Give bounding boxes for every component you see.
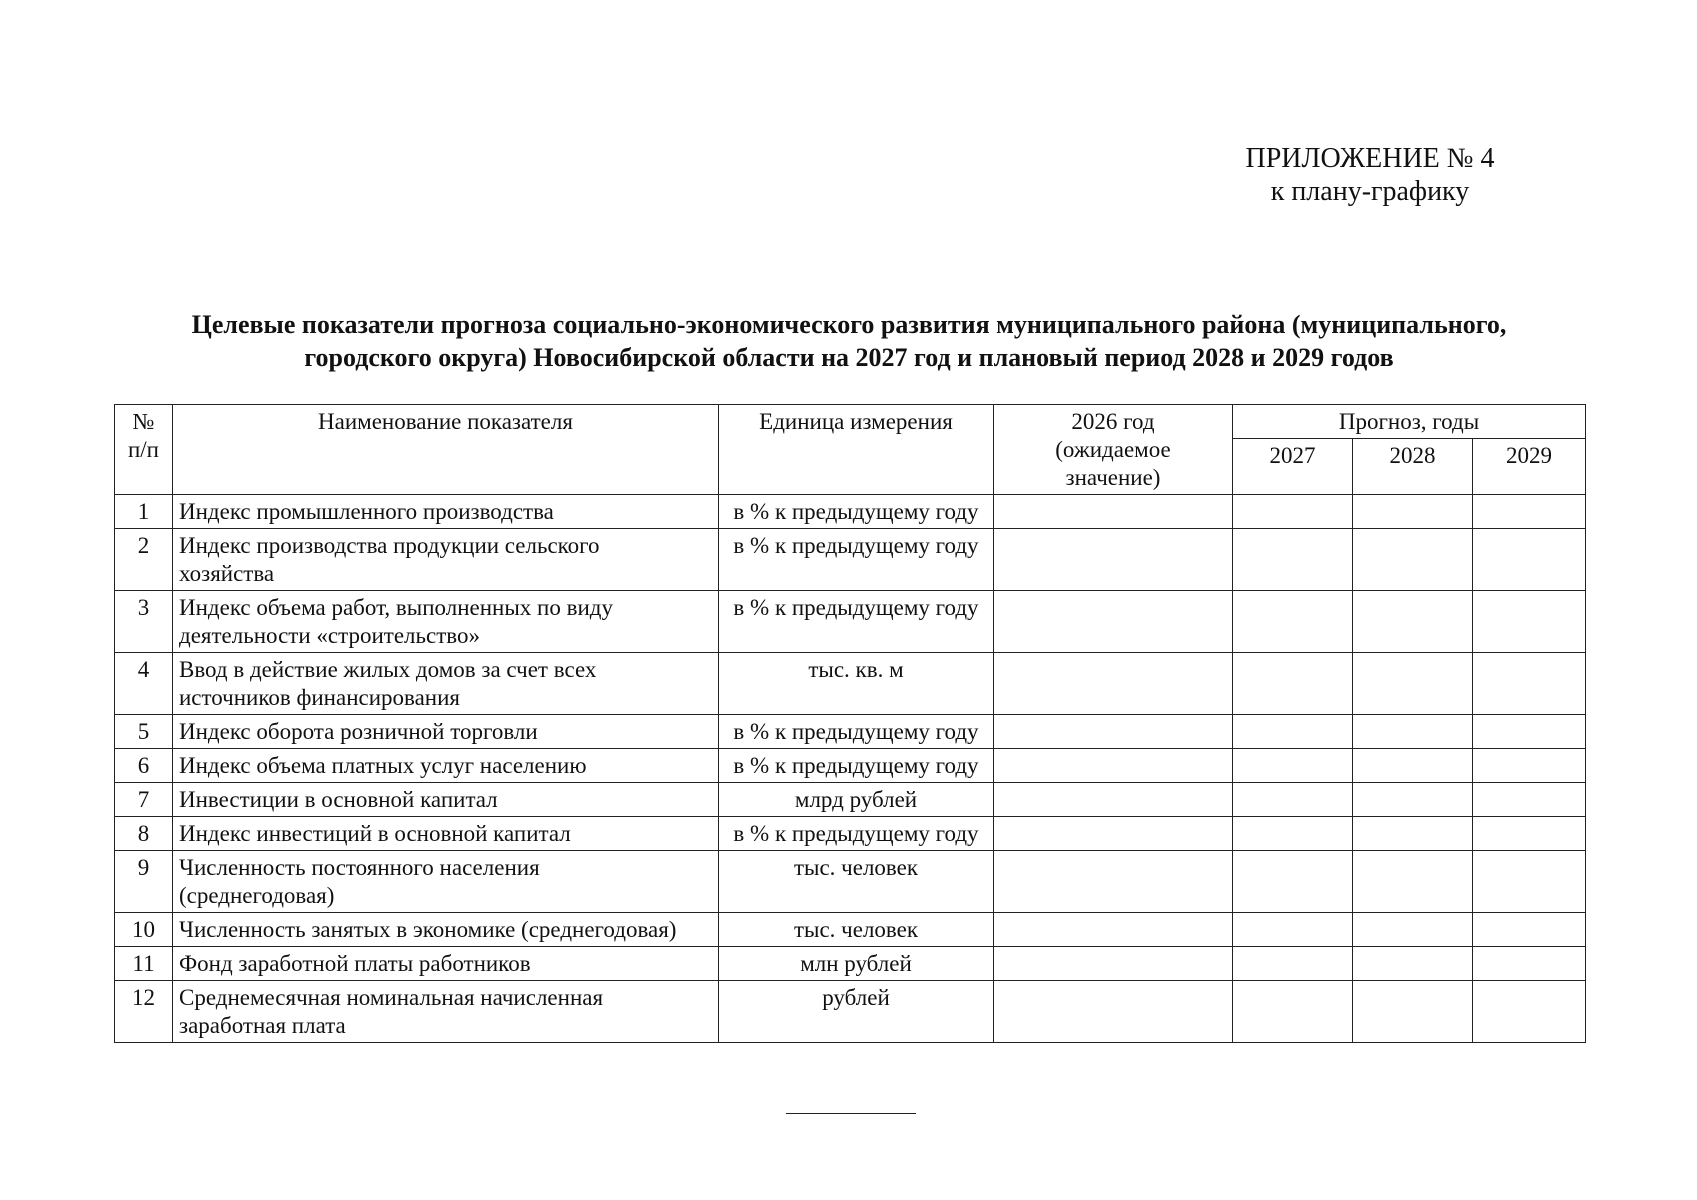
value-2026-cell[interactable] — [994, 749, 1233, 783]
value-2029-cell[interactable] — [1473, 591, 1586, 653]
value-2029-cell[interactable] — [1473, 817, 1586, 851]
indicator-name-line-1: Индекс промышленного производства — [179, 499, 554, 524]
value-2028-cell[interactable] — [1353, 947, 1473, 981]
header-year-2028: 2028 — [1353, 439, 1473, 495]
table-row — [115, 495, 1586, 529]
row-number: 1 — [115, 495, 173, 529]
indicator-unit: в % к предыдущему году — [719, 591, 994, 653]
value-2026-cell[interactable] — [994, 591, 1233, 653]
value-2026-cell[interactable] — [994, 495, 1233, 529]
indicator-unit: тыс. кв. м — [719, 653, 994, 715]
row-number: 9 — [115, 851, 173, 913]
row-number: 3 — [115, 591, 173, 653]
indicator-name — [173, 653, 719, 715]
header-base-year-line-2: (ожидаемое — [1055, 437, 1171, 462]
table-row — [115, 715, 1586, 749]
value-2026-cell[interactable] — [994, 851, 1233, 913]
appendix-number: ПРИЛОЖЕНИЕ № 4 — [1245, 143, 1495, 174]
indicator-unit: в % к предыдущему году — [719, 817, 994, 851]
value-2029-cell[interactable] — [1473, 783, 1586, 817]
closing-divider — [786, 1113, 916, 1114]
indicator-name-line-2: заработная плата — [179, 1013, 346, 1038]
value-2027-cell[interactable] — [1233, 947, 1353, 981]
value-2029-cell[interactable] — [1473, 529, 1586, 591]
row-number: 11 — [115, 947, 173, 981]
indicator-name — [173, 817, 719, 851]
table-row — [115, 981, 1586, 1043]
indicators-table — [114, 404, 1586, 1043]
row-number: 7 — [115, 783, 173, 817]
value-2027-cell[interactable] — [1233, 749, 1353, 783]
indicator-unit: в % к предыдущему году — [719, 495, 994, 529]
value-2028-cell[interactable] — [1353, 981, 1473, 1043]
table-row — [115, 529, 1586, 591]
header-base-year-line-1: 2026 год — [1071, 409, 1155, 434]
header-number-line-1: № — [132, 409, 155, 434]
table-header — [115, 405, 1586, 495]
indicator-name — [173, 529, 719, 591]
value-2029-cell[interactable] — [1473, 947, 1586, 981]
value-2026-cell[interactable] — [994, 817, 1233, 851]
indicator-name-line-2: (среднегодовая) — [179, 883, 335, 908]
table-row — [115, 947, 1586, 981]
value-2028-cell[interactable] — [1353, 591, 1473, 653]
table-body — [115, 495, 1586, 1043]
indicator-name-line-2: деятельности «строительство» — [179, 623, 480, 648]
value-2027-cell[interactable] — [1233, 715, 1353, 749]
indicator-name-line-1: Индекс производства продукции сельского — [179, 533, 600, 558]
indicator-unit: в % к предыдущему году — [719, 715, 994, 749]
table-row — [115, 653, 1586, 715]
value-2029-cell[interactable] — [1473, 981, 1586, 1043]
indicator-unit: млн рублей — [719, 947, 994, 981]
value-2028-cell[interactable] — [1353, 529, 1473, 591]
value-2029-cell[interactable] — [1473, 851, 1586, 913]
value-2029-cell[interactable] — [1473, 913, 1586, 947]
value-2027-cell[interactable] — [1233, 913, 1353, 947]
value-2027-cell[interactable] — [1233, 817, 1353, 851]
value-2026-cell[interactable] — [994, 715, 1233, 749]
header-year-2029: 2029 — [1473, 439, 1586, 495]
indicator-name-line-1: Численность постоянного населения — [179, 855, 540, 880]
value-2027-cell[interactable] — [1233, 981, 1353, 1043]
table-row — [115, 817, 1586, 851]
indicator-name — [173, 591, 719, 653]
value-2028-cell[interactable] — [1353, 495, 1473, 529]
indicator-name-line-1: Ввод в действие жилых домов за счет всех — [179, 657, 597, 682]
value-2028-cell[interactable] — [1353, 913, 1473, 947]
row-number: 6 — [115, 749, 173, 783]
indicator-name-line-1: Фонд заработной платы работников — [179, 951, 531, 976]
indicator-name — [173, 851, 719, 913]
row-number: 4 — [115, 653, 173, 715]
header-year-2027: 2027 — [1233, 439, 1353, 495]
indicator-name — [173, 495, 719, 529]
header-base-year-line-3: значение) — [1065, 465, 1161, 490]
value-2027-cell[interactable] — [1233, 783, 1353, 817]
indicator-name — [173, 913, 719, 947]
table-row — [115, 851, 1586, 913]
value-2026-cell[interactable] — [994, 981, 1233, 1043]
indicator-unit: тыс. человек — [719, 913, 994, 947]
document-title-line-1: Целевые показатели прогноза социально-экономического развития муниципального района (муниципального, — [191, 310, 1507, 339]
indicator-name — [173, 981, 719, 1043]
table-row — [115, 783, 1586, 817]
indicator-name-line-1: Среднемесячная номинальная начисленная — [179, 985, 604, 1010]
value-2029-cell[interactable] — [1473, 749, 1586, 783]
indicator-unit: рублей — [719, 981, 994, 1043]
table-row — [115, 913, 1586, 947]
indicator-name-line-2: хозяйства — [179, 561, 275, 586]
header-number — [115, 405, 173, 495]
header-base-year — [994, 405, 1233, 495]
value-2027-cell[interactable] — [1233, 653, 1353, 715]
header-forecast: Прогноз, годы — [1233, 405, 1586, 439]
table-row — [115, 591, 1586, 653]
row-number: 12 — [115, 981, 173, 1043]
indicator-name-line-1: Индекс объема платных услуг населению — [179, 753, 587, 778]
value-2028-cell[interactable] — [1353, 749, 1473, 783]
indicator-name — [173, 749, 719, 783]
indicator-unit: в % к предыдущему году — [719, 529, 994, 591]
indicator-unit: в % к предыдущему году — [719, 749, 994, 783]
document-title — [114, 308, 1584, 374]
header-number-line-2: п/п — [127, 437, 159, 462]
value-2028-cell[interactable] — [1353, 653, 1473, 715]
value-2028-cell[interactable] — [1353, 783, 1473, 817]
value-2026-cell[interactable] — [994, 653, 1233, 715]
value-2026-cell[interactable] — [994, 529, 1233, 591]
value-2028-cell[interactable] — [1353, 851, 1473, 913]
value-2028-cell[interactable] — [1353, 817, 1473, 851]
row-number: 10 — [115, 913, 173, 947]
row-number: 5 — [115, 715, 173, 749]
indicator-name-line-2: источников финансирования — [179, 685, 460, 710]
header-unit: Единица измерения — [719, 405, 994, 495]
indicator-name — [173, 715, 719, 749]
value-2027-cell[interactable] — [1233, 591, 1353, 653]
value-2027-cell[interactable] — [1233, 495, 1353, 529]
indicator-name-line-1: Численность занятых в экономике (среднегодовая) — [179, 917, 677, 942]
indicator-name — [173, 947, 719, 981]
table-row — [115, 749, 1586, 783]
value-2029-cell[interactable] — [1473, 715, 1586, 749]
indicator-name — [173, 783, 719, 817]
indicator-name-line-1: Индекс инвестиций в основной капитал — [179, 821, 571, 846]
row-number: 8 — [115, 817, 173, 851]
indicator-name-line-1: Индекс оборота розничной торговли — [179, 719, 538, 744]
indicator-name-line-1: Инвестиции в основной капитал — [179, 787, 498, 812]
header-indicator-name: Наименование показателя — [173, 405, 719, 495]
value-2026-cell[interactable] — [994, 947, 1233, 981]
appendix-reference: к плану-графику — [1270, 176, 1470, 207]
value-2026-cell[interactable] — [994, 783, 1233, 817]
document-title-line-2: городского округа) Новосибирской области на 2027 год и плановый период 2028 и 2029 годов — [304, 343, 1394, 372]
value-2028-cell[interactable] — [1353, 715, 1473, 749]
appendix-label — [1240, 142, 1500, 208]
value-2027-cell[interactable] — [1233, 851, 1353, 913]
row-number: 2 — [115, 529, 173, 591]
indicator-unit: тыс. человек — [719, 851, 994, 913]
indicator-name-line-1: Индекс объема работ, выполненных по виду — [179, 595, 613, 620]
indicator-unit: млрд рублей — [719, 783, 994, 817]
value-2027-cell[interactable] — [1233, 529, 1353, 591]
value-2026-cell[interactable] — [994, 913, 1233, 947]
value-2029-cell[interactable] — [1473, 495, 1586, 529]
value-2029-cell[interactable] — [1473, 653, 1586, 715]
